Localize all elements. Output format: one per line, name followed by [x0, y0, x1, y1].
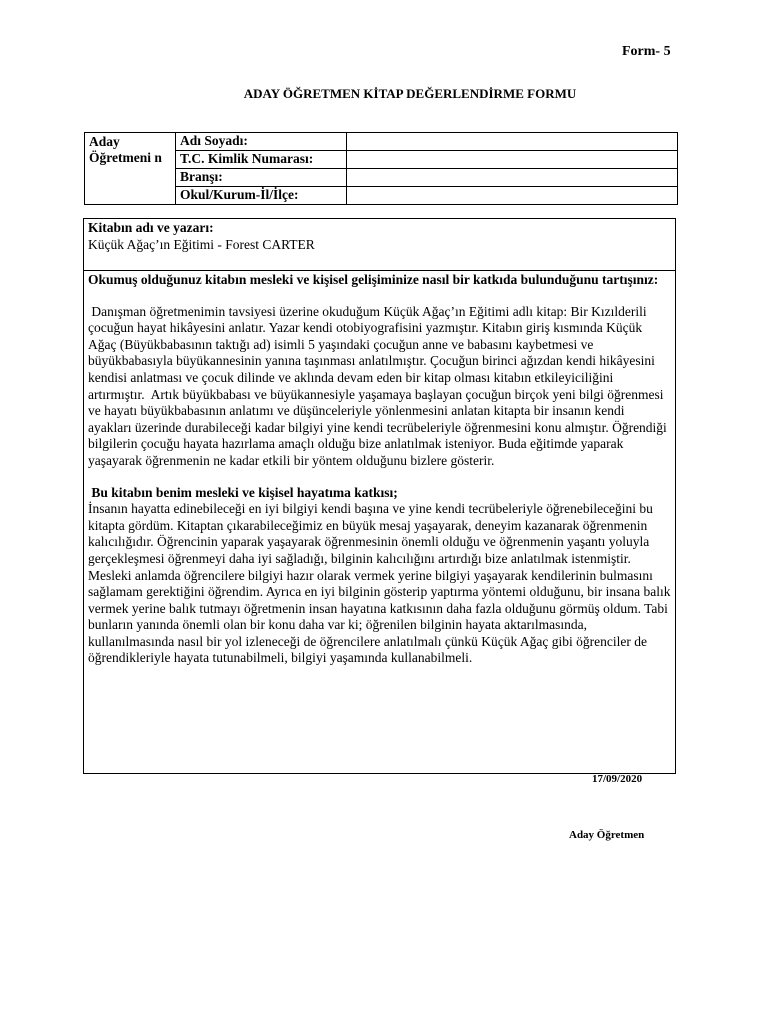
form-date: 17/09/2020 [592, 773, 643, 785]
branch-label: Branşı: [176, 169, 347, 187]
contribution-heading: Bu kitabın benim mesleki ve kişisel hayatıma katkısı; [88, 484, 398, 500]
book-name-label: Kitabın adı ve yazarı: [88, 220, 214, 235]
id-number-value[interactable] [347, 151, 678, 169]
candidate-label: Aday Öğretmeni n [85, 133, 176, 205]
table-row [85, 133, 678, 151]
paragraph-summary: Danışman öğretmenimin tavsiyesi üzerine okuduğum Küçük Ağaç’ın Eğitimi adlı kitap: Bir Kızılderili çocuğun hayat hikâyesini anlatır. Yazar kendi otobiyografisini yazmıştır. Kitabın giriş kısmında Küçük Ağaç (Büyükbabasının taktığı ad) isimli 5 yaşındaki çocuğun anne ve babasını kaybetmesi ve büyükbabasıyla büyükannesinin yanına taşınması anlatılmıştır. Çocuğun birinci ağızdan kendi hikâyesini kendisi anlatması ve çocuk dilinde ve aklında devam eden bir kitap olması kitabın etkileyiciliğini artırmıştır. Artık büyükbabası ve büyükannesiyle yaşamaya başlayan çocuğun birçok yeni bilgi öğrenmesi ve hayatı büyükbabasının anlatımı ve düşünceleriyle yönlenmesini anlatan kitapta bir insanın kendi ayakları üzerinde durabileceği kadar bilgiyi yine kendi tecrübeleriyle öğrenmesini konu almıştır. Öğrendiği bilgilerin çocuğu hayata hazırlama amaçlı olduğu bize anlatılmak isteniyor. Buda eğitimde yaparak yaşayarak öğrenmenin ne kadar etkili bir yöntem olduğunu bizlere gösterir. [88, 303, 671, 468]
form-number: Form- 5 [622, 44, 671, 59]
signer-label: Aday Öğretmen [569, 829, 645, 841]
book-name-value: Küçük Ağaç’ın Eğitimi - Forest CARTER [88, 236, 315, 252]
book-name-section [84, 219, 675, 271]
name-value[interactable] [347, 133, 678, 151]
id-number-label: T.C. Kimlik Numarası: [176, 151, 347, 169]
school-value[interactable] [347, 187, 678, 205]
candidate-info-table [84, 132, 678, 205]
book-evaluation-box [83, 218, 676, 774]
spacer [88, 289, 671, 304]
question-text: Okumuş olduğunuz kitabın mesleki ve kişisel gelişiminize nasıl bir katkıda bulunduğunu tartışınız: [88, 272, 659, 287]
spacer [88, 470, 671, 485]
paragraph-contribution: İnsanın hayatta edinebileceği en iyi bilgiyi kendi başına ve yine kendi tecrübeleriyle öğrenebileceğini bu kitapta gördüm. Kitaptan çıkarabileceğimiz en büyük mesaj yaşayarak, deneyim kazanarak öğrenmenin kalıcılığıdır. Öğrencinin yaparak yaşayarak öğrenmesinin önemli olduğu ve öğrenmenin yaşantı yoluyla gerçekleşmesi öğrenmeyi daha iyi sağladığı, bilginin kalıcılığını artırdığı bize anlatılmak istenmiştir. Mesleki anlamda öğrencilere bilgiyi hazır olarak vermek yerine bilgiyi yaşayarak kendilerinin bulmasını sağlamam gerektiğini öğrendim. Ayrıca en iyi bilginin gösterip yaptırma yöntemi olduğunu, bir insana balık vermek yerine balık tutmayı öğretmenin insan hayatına katkısının daha fazla olduğunu görmüş oldum. Tabi bunların yanında önemli olan bir konu daha var ki; öğrenilen bilginin hayata aktarılmasında, kullanılmasında nasıl bir yol izleneceği de öğrencilere anlatılmalı çünkü Küçük Ağaç gibi öğrenciler de öğrendikleriyle hayata tutunabilmeli, bilgiyi yaşamında kullanabilmeli. [88, 501, 671, 666]
evaluation-section [84, 271, 675, 668]
branch-value[interactable] [347, 169, 678, 187]
school-label: Okul/Kurum-İl/İlçe: [176, 187, 347, 205]
form-title: ADAY ÖĞRETMEN KİTAP DEĞERLENDİRME FORMU [243, 86, 577, 101]
name-label: Adı Soyadı: [176, 133, 347, 151]
